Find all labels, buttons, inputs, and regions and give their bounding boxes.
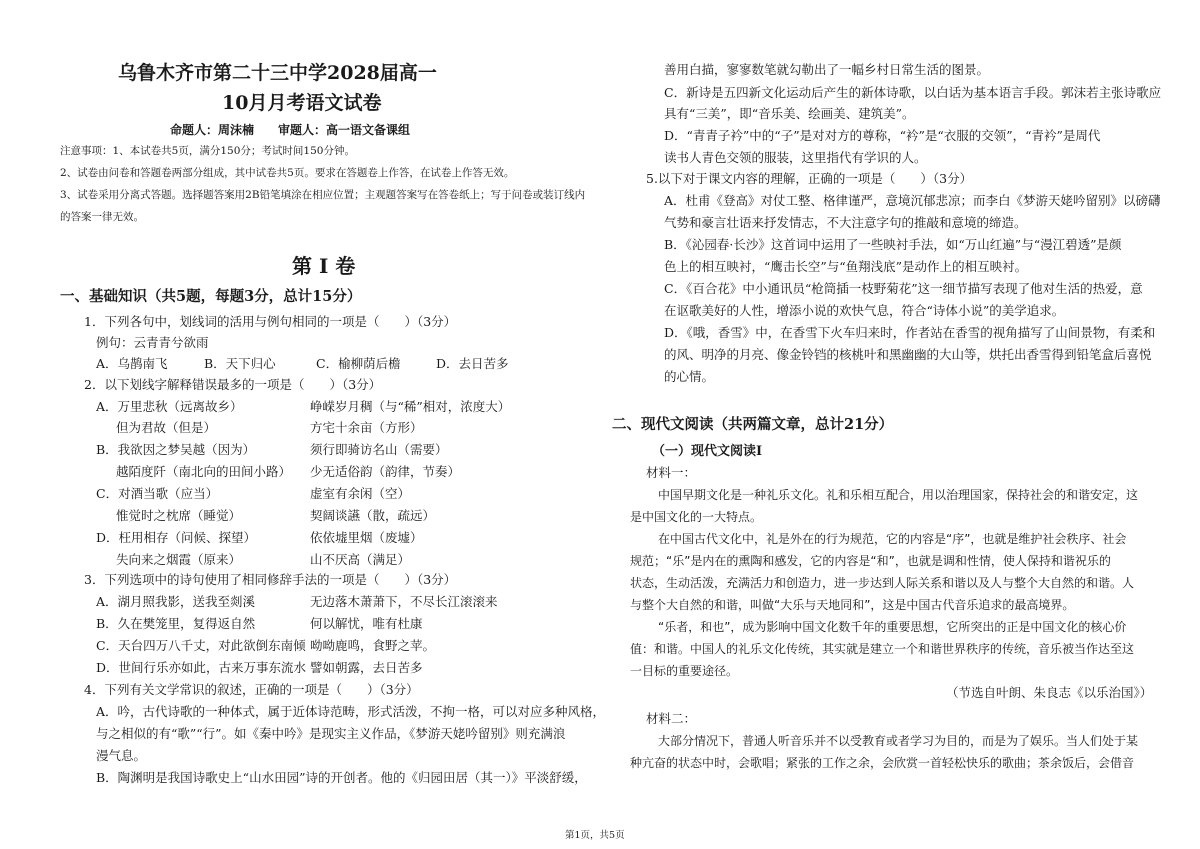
question-2-row-right: 少无适俗韵（韵律，节奏） xyxy=(310,464,461,479)
continued-line: 读书人青色交领的服装，这里指代有学识的人。 xyxy=(664,150,927,165)
question-2-row-left: 惟觉时之枕席（睡觉） xyxy=(116,508,242,523)
question-2-row-left: 失向来之烟霞（原来） xyxy=(116,552,242,567)
material-1-line: 是中国文化的一大特点。 xyxy=(630,510,763,524)
material-1-line: 状态，生动活泼，充满活力和创造力，进一步达到人际关系和谐以及人与整个大自然的和谐。人 xyxy=(630,576,1135,590)
page-footer: 第1页，共5页 xyxy=(565,830,625,841)
question-5-line: 气势和豪言壮语来抒发情志，不大注意字句的推敲和意境的缔造。 xyxy=(664,215,1027,230)
question-2-stem: 2．以下划线字解释错误最多的一项是（ ）（3分） xyxy=(84,377,382,392)
question-3-row-left: A．湖月照我影，送我至剡溪 xyxy=(96,594,256,609)
question-2-row-right: 依依墟里烟（废墟） xyxy=(310,530,423,545)
continued-line: D．“青青子衿”中的“子”是对对方的尊称，“衿”是“衣服的交领”，“青衿”是周代 xyxy=(664,128,1101,143)
exam-title-line1: 乌鲁木齐市第二十三中学2028届高一 xyxy=(118,62,437,84)
question-3-row-left: C．天台四万八千丈，对此欲倒东南倾 xyxy=(96,638,306,653)
question-4-line: B．陶渊明是我国诗歌史上“山水田园”诗的开创者。他的《归园田居（其一）》平淡舒缓， xyxy=(96,770,587,785)
material-1-source: （节选自叶朗、朱良志《以乐治国》） xyxy=(946,685,1153,700)
continued-line: C．新诗是五四新文化运动后产生的新体诗歌，以白话为基本语言手段。郭沫若主张诗歌应 xyxy=(664,85,1162,100)
question-5-line: B．《沁园春·长沙》这首词中运用了一些映衬手法，如“万山红遍”与“漫江碧透”是颜 xyxy=(664,237,1122,252)
question-2-row-left: D．枉用相存（问候、探望） xyxy=(96,530,257,545)
question-2-row-left: C．对酒当歌（应当） xyxy=(96,486,219,501)
continued-line: 善用白描，寥寥数笔就勾勒出了一幅乡村日常生活的图景。 xyxy=(664,62,990,77)
question-1-stem: 1．下列各句中，划线词的活用与例句相同的一项是（ ）（3分） xyxy=(84,314,457,329)
continued-line: 具有“三美”，即“音乐美、绘画美、建筑美”。 xyxy=(664,106,915,121)
question-2-row-right: 契阔谈讌（散，疏远） xyxy=(310,508,436,523)
material-1-label: 材料一： xyxy=(646,465,697,480)
question-2-row-left: 但为君故（但是） xyxy=(116,420,217,435)
question-2-row-right: 虚室有余闲（空） xyxy=(310,486,411,501)
exam-authors: 命题人：周沫楠 审题人：高一语文备课组 xyxy=(170,123,411,137)
question-1-example: 例句：云青青兮欲雨 xyxy=(96,335,209,350)
notice-line: 2、试卷由问卷和答题卷两部分组成，其中试卷共5页。要求在答题卷上作答，在试卷上作答无效。 xyxy=(60,167,515,179)
question-3-stem: 3．下列选项中的诗句使用了相同修辞手法的一项是（ ）（3分） xyxy=(84,572,457,587)
notice-line: 的答案一律无效。 xyxy=(60,211,144,223)
material-2-line: 种亢奋的状态中时，会歌唱；紧张的工作之余，会欣赏一首轻松快乐的歌曲；茶余饭后，会借音 xyxy=(630,756,1135,770)
question-5-line: 在讴歌美好的人性，增添小说的欢快气息，符合“诗体小说”的美学追求。 xyxy=(664,303,1065,318)
question-4-line: A．吟，古代诗歌的一种体式，属于近体诗范畴，形式活泼，不拘一格，可以对应多种风格， xyxy=(96,704,606,719)
notice-line: 3、试卷采用分离式答题。选择题答案用2B铅笔填涂在相应位置；主观题答案写在答卷纸上；写于问卷或装订线内 xyxy=(60,189,586,201)
material-1-line: 规范；“乐”是内在的熏陶和感发，它的内容是“和”，也就是调和性情，使人保持和谐祝乐的 xyxy=(630,554,1111,568)
question-5-line: 的风、明净的月亮、像金铃铛的核桃叶和黑幽幽的大山等，烘托出香雪得到铅笔盒后喜悦 xyxy=(664,347,1152,362)
material-1-line: 在中国古代文化中，礼是外在的行为规范，它的内容是“序”，也就是维护社会秩序、社会 xyxy=(658,532,1127,546)
question-3-row-left: B．久在樊笼里，复得返自然 xyxy=(96,616,256,631)
question-1-option-b: B．天下归心 xyxy=(204,356,276,371)
question-2-row-right: 峥嵘岁月稠（与“稀”相对，浓度大） xyxy=(310,399,511,414)
section-heading-basic: 一、基础知识（共5题，每题3分，总计15分） xyxy=(60,288,362,305)
question-5-line: D．《哦，香雪》中，在香雪下火车归来时，作者站在香雪的视角描写了山间景物，有柔和 xyxy=(664,325,1156,340)
section-heading-reading: 二、现代文阅读（共两篇文章，总计21分） xyxy=(612,416,894,433)
question-2-row-left: 越陌度阡（南北向的田间小路） xyxy=(116,464,292,479)
volume-heading: 第 Ⅰ 卷 xyxy=(292,254,356,278)
material-2-label: 材料二： xyxy=(646,711,697,726)
question-1-option-d: D．去日苦多 xyxy=(436,356,509,371)
question-3-row-right: 无边落木萧萧下，不尽长江滚滚来 xyxy=(310,594,498,609)
question-2-row-right: 方宅十余亩（方形） xyxy=(310,420,423,435)
question-2-row-right: 须行即骑访名山（需要） xyxy=(310,442,448,457)
question-5-line: 色上的相互映衬，“鹰击长空”与“鱼翔浅底”是动作上的相互映衬。 xyxy=(664,259,1028,274)
question-3-row-right: 何以解忧，唯有杜康 xyxy=(310,616,423,631)
question-5-line: A．杜甫《登高》对仗工整、格律谨严，意境沉郁悲凉；而李白《梦游天姥吟留别》以磅礴 xyxy=(664,193,1161,208)
question-1-option-c: C．榆柳荫后檐 xyxy=(316,356,401,371)
question-3-row-right: 譬如朝露，去日苦多 xyxy=(310,660,423,675)
material-1-line: 值：和谐。中国人的礼乐文化传统，其实就是建立一个和谐世界秩序的传统，音乐被当作达至这 xyxy=(630,642,1135,656)
question-4-stem: 4．下列有关文学常识的叙述，正确的一项是（ ）（3分） xyxy=(84,682,419,697)
question-4-line: 与之相似的有“歌”“行”。如《秦中吟》是现实主义作品，《梦游天姥吟留别》则充满浪 xyxy=(96,726,566,741)
question-1-option-a: A．乌鹊南飞 xyxy=(96,356,168,371)
question-3-row-left: D．世间行乐亦如此，古来万事东流水 xyxy=(96,660,307,675)
material-1-line: 一目标的重要途径。 xyxy=(630,664,739,678)
material-1-line: 与整个大自然的和谐，叫做“大乐与天地同和”，这是中国古代音乐追求的最高境界。 xyxy=(630,598,1075,612)
question-2-row-left: A．万里悲秋（远离故乡） xyxy=(96,399,243,414)
notice-line: 注意事项：1、本试卷共5页，满分150分；考试时间150分钟。 xyxy=(60,145,355,157)
question-5-line: 的心情。 xyxy=(664,369,715,384)
question-2-row-left: B．我欲因之梦吴越（因为） xyxy=(96,442,256,457)
material-1-line: “乐者，和也”，成为影响中国文化数千年的重要思想，它所突出的正是中国文化的核心价 xyxy=(658,620,1127,634)
exam-title-line2: 10月月考语文试卷 xyxy=(222,92,382,114)
subsection-heading: （一）现代文阅读Ⅰ xyxy=(652,444,763,459)
question-2-row-right: 山不厌高（满足） xyxy=(310,552,411,567)
question-3-row-right: 呦呦鹿鸣，食野之苹。 xyxy=(310,638,436,653)
question-5-stem: 5.以下对于课文内容的理解，正确的一项是（ ）（3分） xyxy=(646,171,973,186)
material-1-line: 中国早期文化是一种礼乐文化。礼和乐相互配合，用以治理国家，保持社会的和谐安定，这 xyxy=(658,488,1139,502)
material-2-line: 大部分情况下，普通人听音乐并不以受教育或者学习为目的，而是为了娱乐。当人们处于某 xyxy=(658,734,1139,748)
question-5-line: C．《百合花》中小通讯员“枪筒插一枝野菊花”这一细节描写表现了他对生活的热爱，意 xyxy=(664,281,1143,296)
question-4-line: 漫气息。 xyxy=(96,748,147,763)
